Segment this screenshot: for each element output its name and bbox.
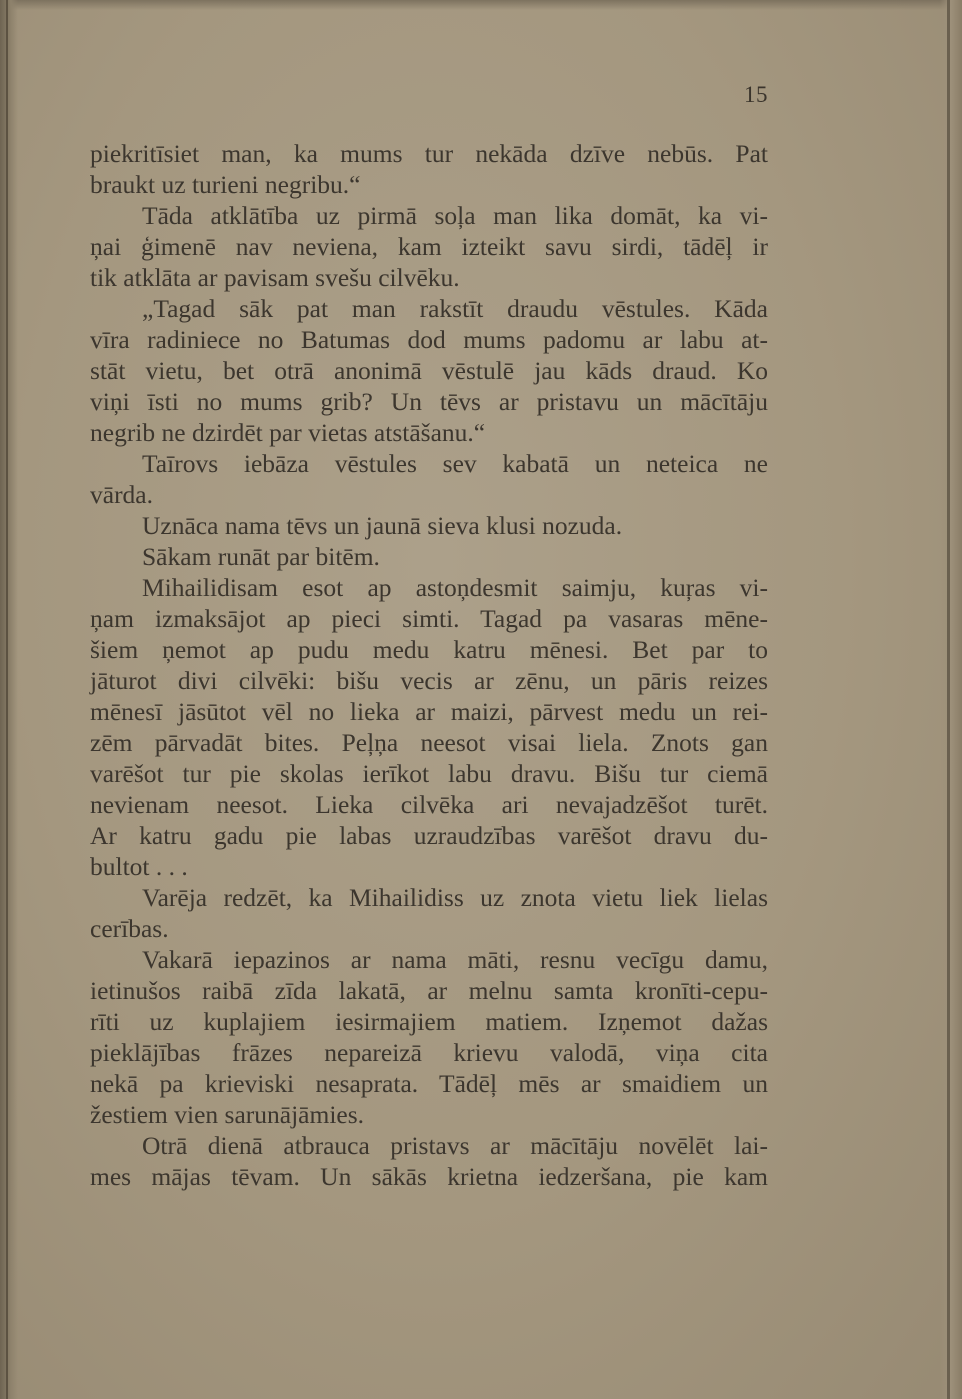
text-line: Varēja redzēt, ka Mihailidiss uz znota vietu liek lielas xyxy=(142,883,768,912)
text-line: pieklājības frāzes nepareizā krievu valodā, viņa cita xyxy=(90,1038,768,1067)
text-line: stāt vietu, bet otrā anonimā vēstulē jau kāds draud. Ko xyxy=(90,356,768,385)
text-line: ietinušos raibā zīda lakatā, ar melnu samta kronīti-cepu- xyxy=(90,976,768,1005)
text-line: vārda. xyxy=(90,480,154,509)
text-line: bultot . . . xyxy=(90,852,188,881)
text-line: Sākam runāt par bitēm. xyxy=(142,542,380,571)
text-line: braukt uz turieni negribu.“ xyxy=(90,170,361,199)
text-line: žestiem vien sarunājāmies. xyxy=(90,1100,365,1129)
text-line: Uznāca nama tēvs un jaunā sieva klusi nozuda. xyxy=(142,511,623,540)
text-line: „Tagad sāk pat man rakstīt draudu vēstules. Kāda xyxy=(142,294,768,323)
text-line: nekā pa krieviski nesaprata. Tādēļ mēs ar smaidiem un xyxy=(90,1069,768,1098)
text-line: viņi īsti no mums grib? Un tēvs ar pristavu un mācītāju xyxy=(90,387,768,416)
text-line: mēnesī jāsūtot vēl no lieka ar maizi, pārvest medu un rei- xyxy=(90,697,768,726)
text-line: Taīrovs iebāza vēstules sev kabatā un neteica ne xyxy=(142,449,768,478)
text-line: zēm pārvadāt bites. Peļņa neesot visai liela. Znots gan xyxy=(90,728,768,757)
text-line: rīti uz kuplajiem iesirmajiem matiem. Izņemot dažas xyxy=(90,1007,768,1036)
text-line: Mihailidisam esot ap astoņdesmit saimju, kuŗas vi- xyxy=(142,573,768,602)
page-binding-edge xyxy=(0,0,18,1399)
text-line: ņam izmaksājot ap pieci simti. Tagad pa vasaras mēne- xyxy=(90,604,768,633)
text-line: šiem ņemot ap pudu medu katru mēnesi. Bet par to xyxy=(90,635,768,664)
text-line: vīra radiniece no Batumas dod mums padomu ar labu at- xyxy=(90,325,768,354)
text-line: piekritīsiet man, ka mums tur nekāda dzīve nebūs. Pat xyxy=(90,139,768,168)
page-number: 15 xyxy=(744,82,768,107)
text-line: varēšot tur pie skolas ierīkot labu dravu. Bišu tur ciemā xyxy=(90,759,768,788)
text-line: Tāda atklātība uz pirmā soļa man lika domāt, ka vi- xyxy=(142,201,768,230)
text-line: Vakarā iepazinos ar nama māti, resnu vecīgu damu, xyxy=(142,945,768,974)
text-line: mes mājas tēvam. Un sākās krietna iedzeršana, pie kam xyxy=(90,1162,768,1191)
text-line: jāturot divi cilvēki: bišu vecis ar zēnu, un pāris reizes xyxy=(90,666,768,695)
text-line: ņai ģimenē nav neviena, kam izteikt savu sirdi, tādēļ ir xyxy=(90,232,768,261)
body-text xyxy=(90,138,768,1192)
text-line: negrib ne dzirdēt par vietas atstāšanu.“ xyxy=(90,418,486,447)
text-line: cerības. xyxy=(90,914,169,943)
text-line: nevienam neesot. Lieka cilvēka ari nevajadzēšot turēt. xyxy=(90,790,768,819)
outer-edge-line xyxy=(947,0,950,1399)
page-outer-edge xyxy=(940,0,962,1399)
text-line: tik atklāta ar pavisam svešu cilvēku. xyxy=(90,263,460,292)
text-line: Ar katru gadu pie labas uzraudzības varēšot dravu du- xyxy=(90,821,768,850)
text-line: Otrā dienā atbrauca pristavs ar mācītāju novēlēt lai- xyxy=(142,1131,768,1160)
binding-line xyxy=(6,0,8,1399)
page-top-shadow xyxy=(0,0,962,10)
